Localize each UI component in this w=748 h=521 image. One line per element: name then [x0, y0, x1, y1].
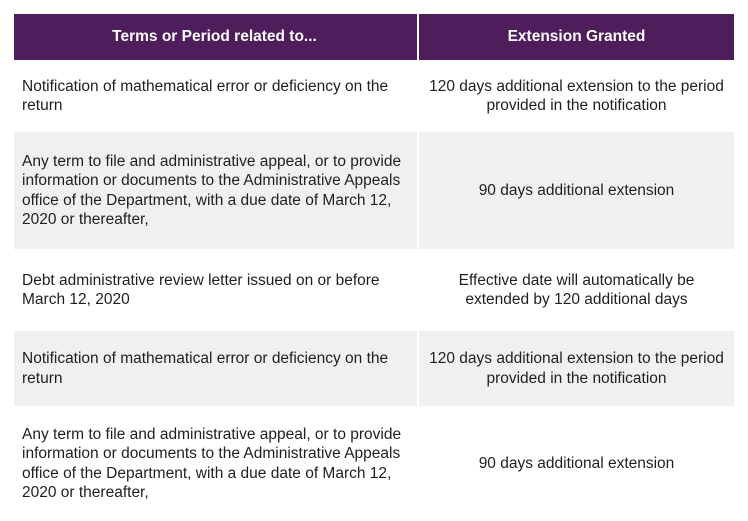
extension-cell: 120 days additional extension to the period provided in the notification: [419, 331, 734, 406]
table-row: [14, 331, 734, 406]
extension-table: [14, 14, 734, 521]
table-row: [14, 60, 734, 132]
extension-cell: 120 days additional extension to the period provided in the notification: [419, 60, 734, 132]
term-cell: Debt administrative review letter issued on or before March 12, 2020: [14, 249, 419, 331]
term-cell: Notification of mathematical error or deficiency on the return: [14, 331, 419, 406]
term-cell: Any term to file and administrative appeal, or to provide information or documents to the Administrative Appeals office of the Department, with a due date of March 12, 2020 or thereafter,: [14, 132, 419, 249]
extension-cell: 90 days additional extension: [419, 406, 734, 521]
extension-cell: Effective date will automatically be extended by 120 additional days: [419, 249, 734, 331]
term-cell: Any term to file and administrative appeal, or to provide information or documents to the Administrative Appeals office of the Department, with a due date of March 12, 2020 or thereafter,: [14, 406, 419, 521]
extension-cell: 90 days additional extension: [419, 132, 734, 249]
term-cell: Notification of mathematical error or deficiency on the return: [14, 60, 419, 132]
table-row: [14, 132, 734, 249]
table-row: [14, 249, 734, 331]
header-terms: Terms or Period related to...: [14, 14, 419, 60]
table-row: [14, 406, 734, 521]
header-extension: Extension Granted: [419, 14, 734, 60]
table-header-row: [14, 14, 734, 60]
